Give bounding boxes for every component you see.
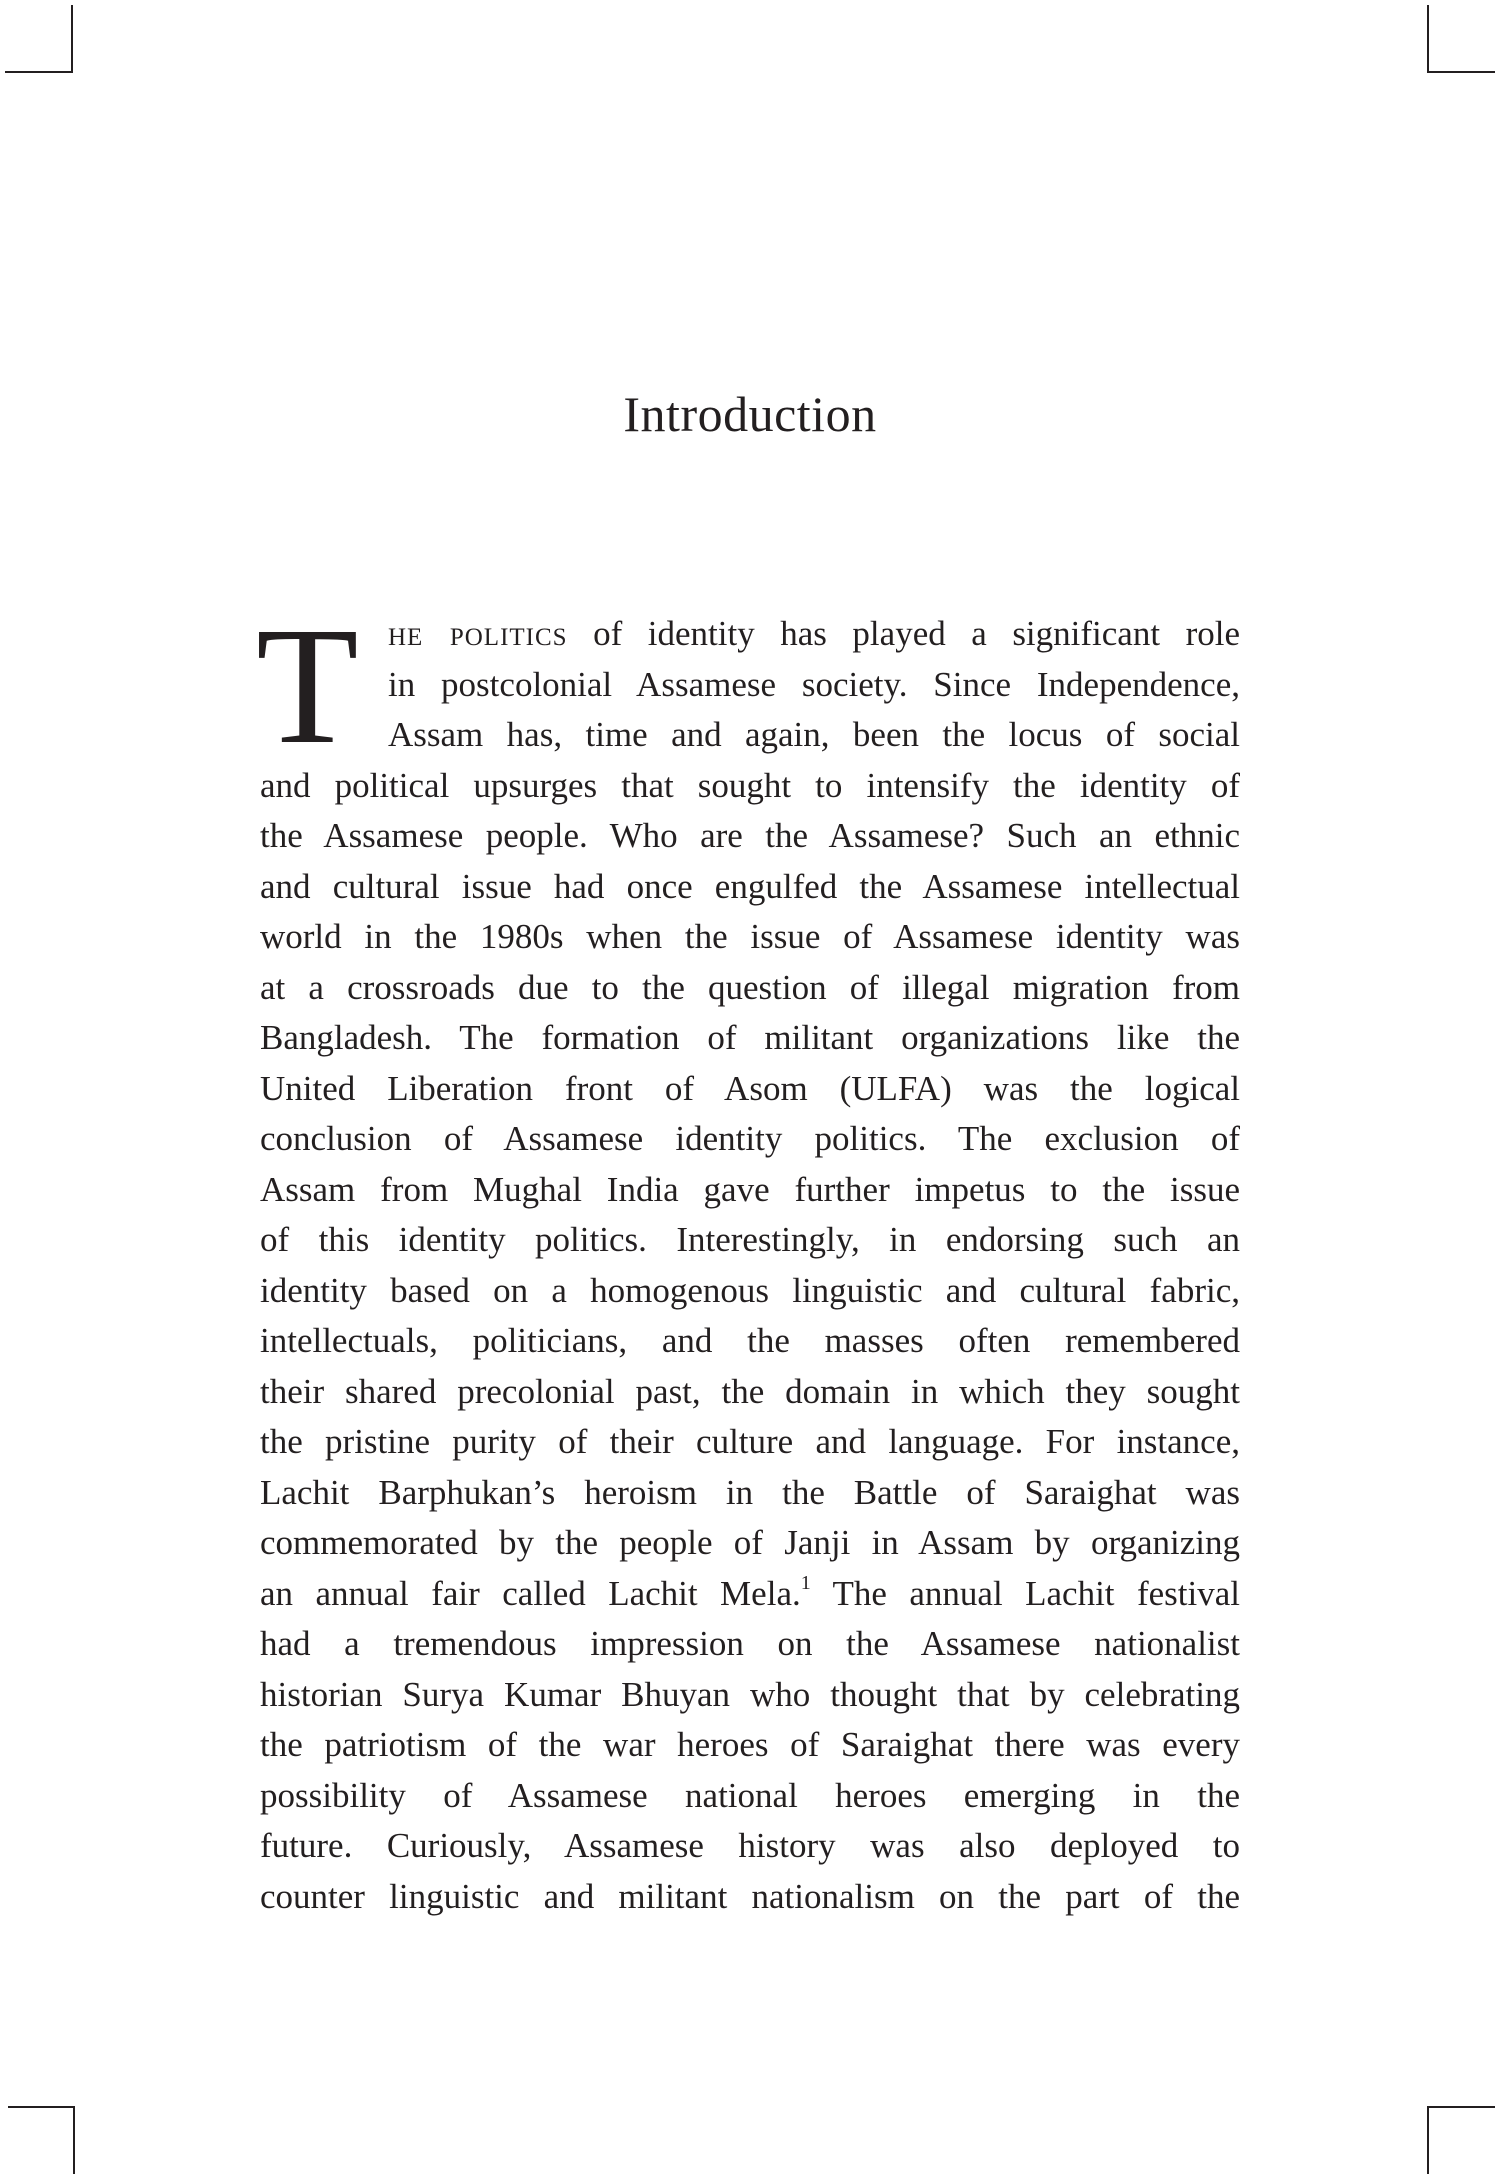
text-line: he politics of identity has played a significant role [388,614,1240,653]
crop-mark-bottom-left-vertical [73,2106,75,2174]
text-line: United Liberation front of Asom (ULFA) was the logical [260,1068,1240,1108]
crop-mark-bottom-left-horizontal [8,2106,75,2108]
text-line: intellectuals, politicians, and the masses often remembered [260,1321,1240,1360]
crop-mark-bottom-right-horizontal [1427,2106,1495,2108]
body-paragraph [256,593,1240,1922]
text-line: the pristine purity of their culture and language. For instance, [260,1422,1240,1461]
crop-mark-top-right-horizontal [1427,71,1495,73]
text-line: world in the 1980s when the issue of Assamese identity was [260,917,1240,956]
text-line: Bangladesh. The formation of militant organizations like the [260,1018,1240,1057]
drop-cap: T [256,593,359,779]
text-line: and cultural issue had once engulfed the Assamese intellectual [260,866,1240,906]
text-line: Assam has, time and again, been the locus of social [388,715,1240,754]
text-line: commemorated by the people of Janji in Assam by organizing [260,1523,1240,1562]
text-line: and political upsurges that sought to intensify the identity of [260,765,1240,805]
text-line: in postcolonial Assamese society. Since Independence, [388,664,1240,704]
text-line: counter linguistic and militant nationalism on the part of the [260,1876,1240,1916]
footnote-marker[interactable]: 1 [800,1571,811,1594]
chapter-title: Introduction [623,386,877,442]
text-line: had a tremendous impression on the Assamese nationalist [260,1624,1240,1663]
text-line: historian Surya Kumar Bhuyan who thought that by celebrating [260,1674,1240,1714]
text-line: identity based on a homogenous linguistic and cultural fabric, [260,1270,1240,1310]
text-line: their shared precolonial past, the domain in which they sought [260,1371,1240,1411]
text-line: of this identity politics. Interestingly, in endorsing such an [260,1220,1240,1259]
smallcaps-lead-in: he politics [388,614,568,653]
text-line: Lachit Barphukan’s heroism in the Battle of Saraighat was [260,1472,1240,1512]
text-line: at a crossroads due to the question of illegal migration from [260,967,1240,1007]
text-line: conclusion of Assamese identity politics. The exclusion of [260,1119,1240,1158]
crop-mark-top-left-vertical [71,5,73,73]
text-line: the Assamese people. Who are the Assamese? Such an ethnic [260,816,1240,855]
crop-mark-top-right-vertical [1427,5,1429,73]
text-line: future. Curiously, Assamese history was also deployed to [260,1826,1240,1865]
crop-mark-top-left-horizontal [5,71,73,73]
text-line: an annual fair called Lachit Mela.$^1$ The annual Lachit festival [260,1571,1240,1613]
text-line: Assam from Mughal India gave further impetus to the issue [260,1169,1240,1209]
text-line: possibility of Assamese national heroes emerging in the [260,1775,1240,1815]
text-line: the patriotism of the war heroes of Saraighat there was every [260,1725,1240,1764]
crop-mark-bottom-right-vertical [1427,2106,1429,2174]
